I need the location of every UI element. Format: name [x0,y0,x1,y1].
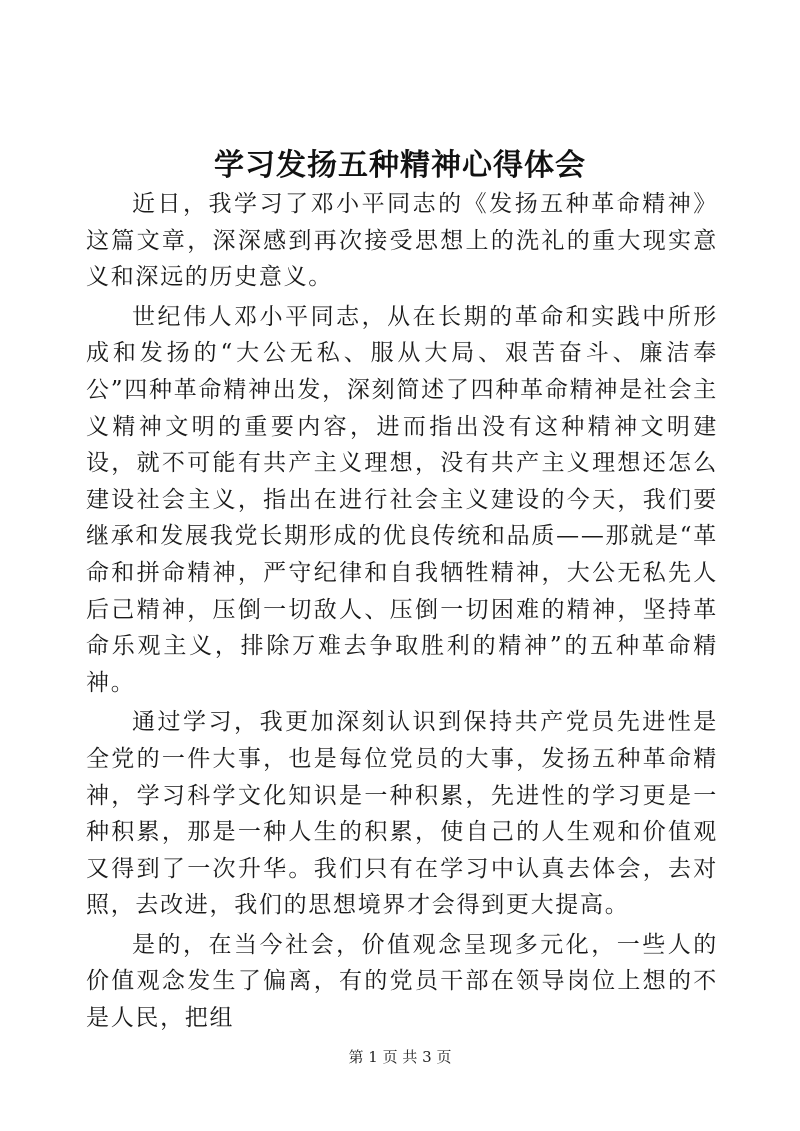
page-number-footer: 第 1 页 共 3 页 [348,1048,452,1066]
document-title: 学习发扬五种精神心得体会 [214,148,586,183]
paragraph-4: 是的，在当今社会，价值观念呈现多元化，一些人的价值观念发生了偏离，有的党员干部在领导岗位上想的不是人民，把组 [86,931,718,1032]
paragraph-1: 近日，我学习了邓小平同志的《发扬五种革命精神》这篇文章，深深感到再次接受思想上的洗礼的重大现实意义和深远的历史意义。 [86,191,718,291]
document-body [86,186,718,1040]
paragraph-2: 世纪伟人邓小平同志，从在长期的革命和实践中所形成和发扬的“大公无私、服从大局、艰苦奋斗、廉洁奉公”四种革命精神出发，深刻简述了四种革命精神是社会主义精神文明的重要内容，进而指出没有这种精神文明建设，就不可能有共产主义理想，没有共产主义理想还怎么建设社会主义，指出在进行社会主义建设的今天，我们要继承和发展我党长期形成的优良传统和品质——那就是“革命和拼命精神，严守纪律和自我牺牲精神，大公无私先人后己精神，压倒一切敌人、压倒一切困难的精神，坚持革命乐观主义，排除万难去争取胜利的精神”的五种革命精神。 [86,303,718,696]
paragraph-3: 通过学习，我更加深刻认识到保持共产党员先进性是全党的一件大事，也是每位党员的大事，发扬五种革命精神，学习科学文化知识是一种积累，先进性的学习更是一种积累，那是一种人生的积累，使自己的人生观和价值观又得到了一次升华。我们只有在学习中认真去体会，去对照，去改进，我们的思想境界才会得到更大提高。 [86,709,718,919]
